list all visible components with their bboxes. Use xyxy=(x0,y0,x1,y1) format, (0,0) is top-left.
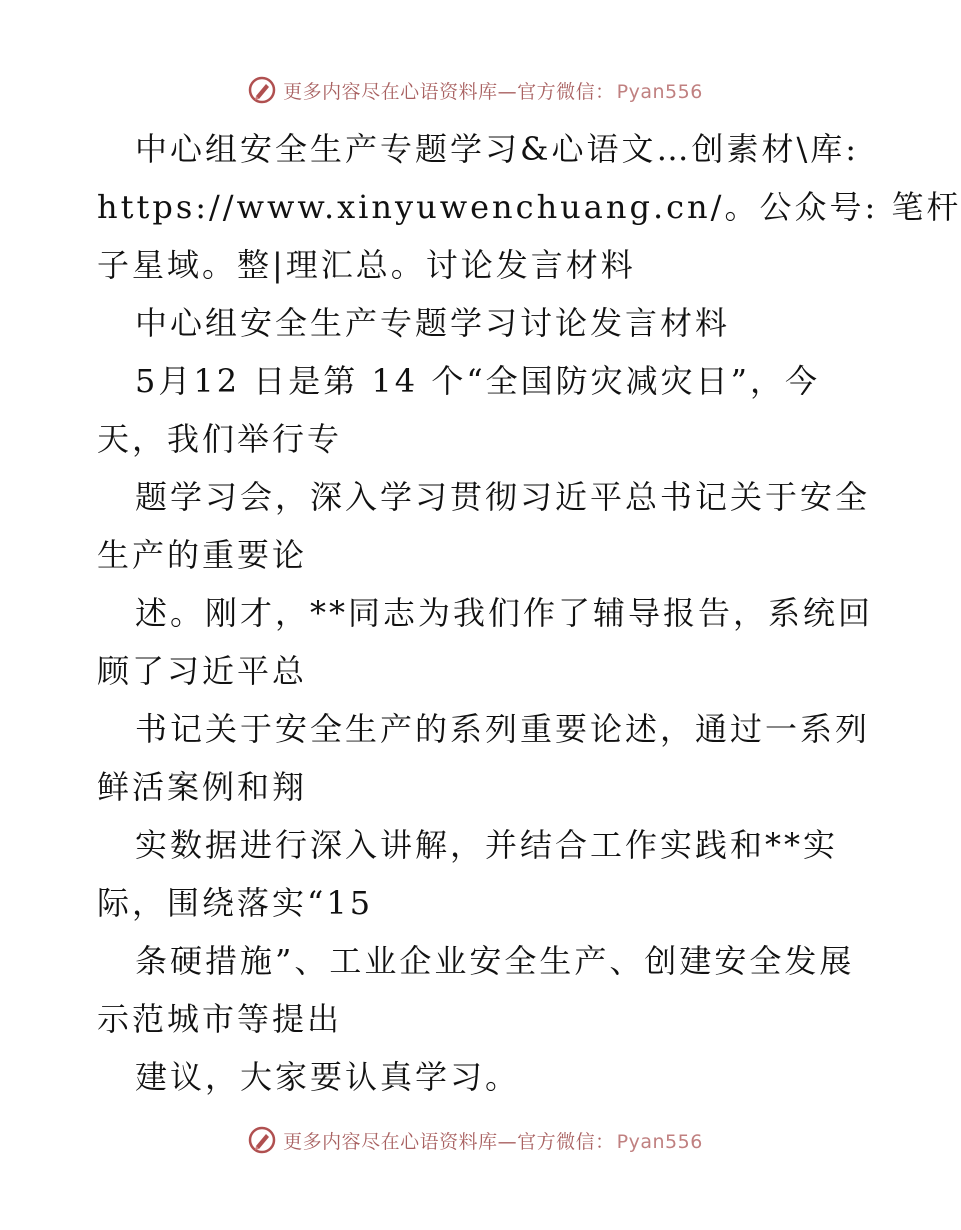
text-line: 子星域。整|理汇总。讨论发言材料 xyxy=(97,246,636,284)
text-line: 条硬措施”、工业企业安全生产、创建安全发展 xyxy=(135,942,855,980)
text-line: 生产的重要论 xyxy=(97,536,308,574)
text-line: 建议，大家要认真学习。 xyxy=(135,1058,521,1096)
watermark-text: 更多内容尽在心语资料库—官方微信： Pyan556 xyxy=(283,80,703,103)
header-watermark xyxy=(0,70,950,110)
text-line: 际，围绕落实“15 xyxy=(97,884,374,922)
pen-logo-icon xyxy=(247,75,277,105)
text-line: 天，我们举行专 xyxy=(97,420,343,458)
text-line: 顾了习近平总 xyxy=(97,652,308,690)
text-line: 实数据进行深入讲解，并结合工作实践和**实 xyxy=(135,826,839,864)
text-line: 鲜活案例和翔 xyxy=(97,768,308,806)
footer-watermark xyxy=(0,1120,950,1160)
text-line: 述。刚才，**同志为我们作了辅导报告，系统回 xyxy=(135,594,874,632)
text-line: 题学习会，深入学习贯彻习近平总书记关于安全 xyxy=(135,478,871,516)
document-body xyxy=(97,120,961,1106)
text-line: 5月12 日是第 14 个“全国防灾减灾日”，今 xyxy=(135,362,821,400)
text-line: 示范城市等提出 xyxy=(97,1000,343,1038)
pen-logo-icon xyxy=(247,1125,277,1155)
text-line: https://www.xinyuwenchuang.cn/。公众号: 笔杆 xyxy=(97,188,961,226)
text-line: 中心组安全生产专题学习&心语文…创素材\库: xyxy=(135,130,860,168)
text-line: 中心组安全生产专题学习讨论发言材料 xyxy=(135,304,731,342)
text-line: 书记关于安全生产的系列重要论述，通过一系列 xyxy=(135,710,871,748)
watermark-text: 更多内容尽在心语资料库—官方微信： Pyan556 xyxy=(283,1130,703,1153)
